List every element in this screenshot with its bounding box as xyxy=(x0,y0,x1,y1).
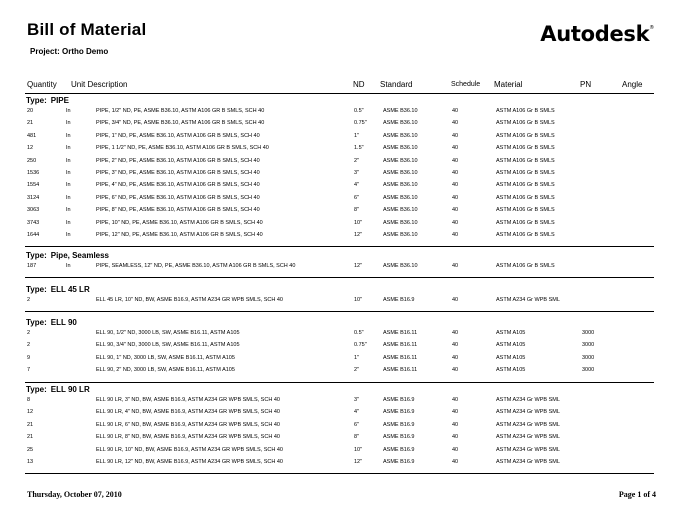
cell-quantity: 2 xyxy=(27,330,31,336)
cell-standard: ASME B36.10 xyxy=(383,120,418,127)
cell-nd: 10" xyxy=(354,219,363,226)
section-type-title xyxy=(26,318,77,327)
cell-schedule: 40 xyxy=(452,354,459,361)
cell-description: ELL 90 LR, 6" ND, BW, ASME B16.9, ASTM A234 GR WPB SMLS, SCH 40 xyxy=(96,421,280,428)
cell-description: PIPE, 10" ND, PE, ASME B36.10, ASTM A106 GR B SMLS, SCH 40 xyxy=(96,219,263,226)
cell-standard: ASME B36.10 xyxy=(383,145,418,152)
cell-nd: 10" xyxy=(354,297,363,303)
cell-standard: ASME B16.9 xyxy=(383,459,415,465)
cell-material: ASTM A106 Gr B SMLS xyxy=(496,194,555,201)
cell-description: PIPE, 3" ND, PE, ASME B36.10, ASTM A106 GR B SMLS, SCH 40 xyxy=(96,170,260,176)
table-row xyxy=(0,341,682,353)
cell-description: ELL 90 LR, 3" ND, BW, ASME B16.9, ASTM A234 GR WPB SMLS, SCH 40 xyxy=(96,397,280,403)
column-material: Material xyxy=(494,80,523,89)
cell-schedule: 40 xyxy=(452,182,459,189)
cell-quantity: 1536 xyxy=(27,170,40,176)
cell-nd: 10" xyxy=(354,446,363,453)
section-type-title xyxy=(26,251,109,260)
table-row xyxy=(0,366,682,378)
table-row xyxy=(0,219,682,231)
cell-unit: In xyxy=(66,170,71,176)
cell-quantity: 21 xyxy=(27,421,34,428)
cell-material: ASTM A106 Gr B SMLS xyxy=(496,132,555,139)
type-label: Type: xyxy=(26,96,47,105)
cell-description: PIPE, 12" ND, PE, ASME B36.10, ASTM A106 GR B SMLS, SCH 40 xyxy=(96,232,263,238)
cell-standard: ASME B36.10 xyxy=(383,132,418,139)
cell-quantity: 187 xyxy=(27,263,37,269)
cell-material: ASTM A105 xyxy=(496,354,526,361)
cell-unit: In xyxy=(66,182,71,189)
section-type-title xyxy=(26,385,90,394)
cell-nd: 2" xyxy=(354,157,360,164)
cell-schedule: 40 xyxy=(452,219,459,226)
cell-material: ASTM A106 Gr B SMLS xyxy=(496,108,555,114)
section-divider xyxy=(25,473,654,474)
table-row xyxy=(0,194,682,206)
cell-description: PIPE, 1/2" ND, PE, ASME B36.10, ASTM A106 GR B SMLS, SCH 40 xyxy=(96,108,265,114)
cell-nd: 6" xyxy=(354,194,360,201)
cell-standard: ASME B36.10 xyxy=(383,219,418,226)
logo-mark: ® xyxy=(649,25,654,31)
table-row xyxy=(0,107,682,119)
project-name: Project: Ortho Demo xyxy=(30,47,109,56)
table-row xyxy=(0,157,682,169)
table-row xyxy=(0,458,682,470)
footer-page-number: Page 1 of 4 xyxy=(618,490,656,499)
cell-nd: 8" xyxy=(354,207,360,214)
cell-unit: In xyxy=(66,157,71,164)
cell-standard: ASME B36.10 xyxy=(383,263,418,269)
type-label: Type: xyxy=(26,251,47,260)
cell-schedule: 40 xyxy=(452,421,459,428)
cell-standard: ASME B16.9 xyxy=(383,297,415,303)
column-header-row xyxy=(0,80,682,91)
cell-quantity: 3063 xyxy=(27,207,40,214)
cell-material: ASTM A234 Gr WPB SML xyxy=(496,297,560,303)
table-row xyxy=(0,119,682,131)
table-row xyxy=(0,231,682,243)
table-row xyxy=(0,433,682,445)
cell-quantity: 2 xyxy=(27,342,31,349)
cell-nd: 12" xyxy=(354,263,363,269)
cell-quantity: 21 xyxy=(27,120,34,127)
cell-description: ELL 90, 1" ND, 3000 LB, SW, ASME B16.11, ASTM A105 xyxy=(96,354,235,361)
table-row xyxy=(0,169,682,181)
cell-nd: 0.75" xyxy=(354,342,367,349)
column-standard: Standard xyxy=(380,80,413,89)
cell-standard: ASME B36.10 xyxy=(383,170,418,176)
cell-description: PIPE, 2" ND, PE, ASME B36.10, ASTM A106 GR B SMLS, SCH 40 xyxy=(96,157,260,164)
cell-quantity: 12 xyxy=(27,145,34,152)
table-row xyxy=(0,262,682,274)
cell-standard: ASME B16.9 xyxy=(383,446,415,453)
cell-description: PIPE, 1" ND, PE, ASME B36.10, ASTM A106 GR B SMLS, SCH 40 xyxy=(96,132,260,139)
cell-material: ASTM A106 Gr B SMLS xyxy=(496,145,555,152)
section-divider xyxy=(25,277,654,278)
type-value: ELL 45 LR xyxy=(50,285,90,294)
cell-quantity: 1644 xyxy=(27,232,40,238)
type-value: Pipe, Seamless xyxy=(50,251,110,260)
section-type-title xyxy=(26,285,90,294)
cell-description: PIPE, 8" ND, PE, ASME B36.10, ASTM A106 GR B SMLS, SCH 40 xyxy=(96,207,260,214)
cell-quantity: 12 xyxy=(27,409,34,416)
table-row xyxy=(0,396,682,408)
cell-material: ASTM A106 Gr B SMLS xyxy=(496,207,555,214)
header-divider xyxy=(25,93,654,94)
cell-quantity: 3124 xyxy=(27,194,40,201)
cell-schedule: 40 xyxy=(452,263,459,269)
cell-pn: 3000 xyxy=(582,330,595,336)
cell-schedule: 40 xyxy=(452,120,459,127)
cell-unit: In xyxy=(66,145,71,152)
cell-unit: In xyxy=(66,219,71,226)
footer-date: Thursday, October 07, 2010 xyxy=(27,490,122,499)
cell-unit: In xyxy=(66,194,71,201)
cell-material: ASTM A106 Gr B SMLS xyxy=(496,157,555,164)
cell-nd: 12" xyxy=(354,232,363,238)
cell-material: ASTM A234 Gr WPB SML xyxy=(496,421,560,428)
cell-schedule: 40 xyxy=(452,170,459,176)
cell-schedule: 40 xyxy=(452,145,459,152)
cell-standard: ASME B36.10 xyxy=(383,232,418,238)
cell-description: PIPE, 1 1/2" ND, PE, ASME B36.10, ASTM A106 GR B SMLS, SCH 40 xyxy=(96,145,269,152)
cell-quantity: 25 xyxy=(27,446,34,453)
cell-description: ELL 90, 3/4" ND, 3000 LB, SW, ASME B16.11, ASTM A105 xyxy=(96,342,240,349)
cell-unit: In xyxy=(66,232,71,238)
cell-schedule: 40 xyxy=(452,330,459,336)
type-value: ELL 90 LR xyxy=(50,385,90,394)
cell-standard: ASME B16.9 xyxy=(383,397,415,403)
cell-schedule: 40 xyxy=(452,342,459,349)
cell-nd: 3" xyxy=(354,397,360,403)
table-row xyxy=(0,421,682,433)
cell-description: ELL 90, 2" ND, 3000 LB, SW, ASME B16.11, ASTM A105 xyxy=(96,367,235,374)
cell-unit: In xyxy=(66,120,71,127)
cell-description: PIPE, 6" ND, PE, ASME B36.10, ASTM A106 GR B SMLS, SCH 40 xyxy=(96,194,260,201)
cell-schedule: 40 xyxy=(452,367,459,374)
type-value: ELL 90 xyxy=(50,318,77,327)
table-row xyxy=(0,408,682,420)
cell-description: ELL 90, 1/2" ND, 3000 LB, SW, ASME B16.11, ASTM A105 xyxy=(96,330,240,336)
cell-description: ELL 45 LR, 10" ND, BW, ASME B16.9, ASTM A234 GR WPB SMLS, SCH 40 xyxy=(96,297,283,303)
cell-description: ELL 90 LR, 10" ND, BW, ASME B16.9, ASTM A234 GR WPB SMLS, SCH 40 xyxy=(96,446,283,453)
cell-standard: ASME B36.10 xyxy=(383,207,418,214)
column-unit-description: Unit Description xyxy=(71,80,128,89)
cell-quantity: 250 xyxy=(27,157,37,164)
cell-material: ASTM A105 xyxy=(496,342,526,349)
cell-nd: 8" xyxy=(354,434,360,441)
cell-schedule: 40 xyxy=(452,194,459,201)
cell-standard: ASME B16.9 xyxy=(383,421,415,428)
cell-material: ASTM A106 Gr B SMLS xyxy=(496,170,555,176)
cell-standard: ASME B36.10 xyxy=(383,182,418,189)
cell-quantity: 9 xyxy=(27,354,31,361)
table-row xyxy=(0,296,682,308)
cell-material: ASTM A105 xyxy=(496,367,526,374)
cell-material: ASTM A234 Gr WPB SML xyxy=(496,446,560,453)
table-row xyxy=(0,132,682,144)
cell-pn: 3000 xyxy=(582,367,595,374)
cell-standard: ASME B16.11 xyxy=(383,354,418,361)
cell-schedule: 40 xyxy=(452,397,459,403)
cell-material: ASTM A234 Gr WPB SML xyxy=(496,434,560,441)
cell-material: ASTM A234 Gr WPB SML xyxy=(496,459,560,465)
cell-schedule: 40 xyxy=(452,434,459,441)
cell-schedule: 40 xyxy=(452,459,459,465)
cell-quantity: 20 xyxy=(27,108,34,114)
cell-unit: In xyxy=(66,108,71,114)
section-divider xyxy=(25,246,654,247)
cell-pn: 3000 xyxy=(582,354,595,361)
cell-unit: In xyxy=(66,207,71,214)
cell-standard: ASME B16.9 xyxy=(383,409,415,416)
cell-nd: 2" xyxy=(354,367,360,374)
logo-text: Autodesk xyxy=(540,22,650,46)
cell-material: ASTM A106 Gr B SMLS xyxy=(496,263,555,269)
table-row xyxy=(0,181,682,193)
cell-unit: In xyxy=(66,263,71,269)
cell-schedule: 40 xyxy=(452,108,459,114)
report-title: Bill of Material xyxy=(27,20,147,39)
cell-nd: 1.5" xyxy=(354,145,364,152)
type-label: Type: xyxy=(26,285,47,294)
cell-pn: 3000 xyxy=(582,342,595,349)
cell-material: ASTM A106 Gr B SMLS xyxy=(496,182,555,189)
cell-nd: 0.5" xyxy=(354,108,364,114)
cell-material: ASTM A234 Gr WPB SML xyxy=(496,409,560,416)
cell-description: ELL 90 LR, 12" ND, BW, ASME B16.9, ASTM A234 GR WPB SMLS, SCH 40 xyxy=(96,459,283,465)
column-schedule: Schedule xyxy=(451,81,481,88)
cell-schedule: 40 xyxy=(452,409,459,416)
cell-quantity: 21 xyxy=(27,434,34,441)
cell-nd: 4" xyxy=(354,409,360,416)
table-row xyxy=(0,446,682,458)
column-quantity: Quantity xyxy=(27,80,57,89)
cell-description: PIPE, 4" ND, PE, ASME B36.10, ASTM A106 GR B SMLS, SCH 40 xyxy=(96,182,260,189)
cell-unit: In xyxy=(66,132,71,139)
cell-nd: 12" xyxy=(354,459,363,465)
cell-schedule: 40 xyxy=(452,446,459,453)
table-row xyxy=(0,206,682,218)
cell-description: PIPE, 3/4" ND, PE, ASME B36.10, ASTM A106 GR B SMLS, SCH 40 xyxy=(96,120,265,127)
cell-nd: 0.5" xyxy=(354,330,364,336)
cell-schedule: 40 xyxy=(452,207,459,214)
cell-quantity: 2 xyxy=(27,297,31,303)
cell-schedule: 40 xyxy=(452,232,459,238)
cell-nd: 0.75" xyxy=(354,120,367,127)
cell-schedule: 40 xyxy=(452,132,459,139)
type-label: Type: xyxy=(26,385,47,394)
cell-standard: ASME B36.10 xyxy=(383,108,418,114)
type-label: Type: xyxy=(26,318,47,327)
cell-quantity: 13 xyxy=(27,459,34,465)
cell-description: ELL 90 LR, 8" ND, BW, ASME B16.9, ASTM A234 GR WPB SMLS, SCH 40 xyxy=(96,434,280,441)
cell-schedule: 40 xyxy=(452,157,459,164)
section-type-title xyxy=(26,96,69,105)
autodesk-logo xyxy=(540,22,654,46)
cell-nd: 1" xyxy=(354,354,360,361)
column-pn: PN xyxy=(580,80,592,89)
cell-material: ASTM A106 Gr B SMLS xyxy=(496,120,555,127)
cell-standard: ASME B36.10 xyxy=(383,194,418,201)
table-row xyxy=(0,354,682,366)
section-divider xyxy=(25,382,654,383)
section-divider xyxy=(25,311,654,312)
cell-material: ASTM A106 Gr B SMLS xyxy=(496,219,555,226)
cell-quantity: 481 xyxy=(27,132,37,139)
cell-quantity: 1554 xyxy=(27,182,40,189)
cell-nd: 1" xyxy=(354,132,360,139)
cell-standard: ASME B16.11 xyxy=(383,342,418,349)
cell-description: ELL 90 LR, 4" ND, BW, ASME B16.9, ASTM A234 GR WPB SMLS, SCH 40 xyxy=(96,409,280,416)
cell-nd: 6" xyxy=(354,421,360,428)
cell-nd: 4" xyxy=(354,182,360,189)
cell-quantity: 7 xyxy=(27,367,31,374)
cell-standard: ASME B16.11 xyxy=(383,367,418,374)
cell-material: ASTM A234 Gr WPB SML xyxy=(496,397,560,403)
table-row xyxy=(0,144,682,156)
type-value: PIPE xyxy=(50,96,69,105)
cell-description: PIPE, SEAMLESS, 12" ND, PE, ASME B36.10, ASTM A106 GR B SMLS, SCH 40 xyxy=(96,263,296,269)
cell-standard: ASME B16.9 xyxy=(383,434,415,441)
cell-material: ASTM A105 xyxy=(496,330,526,336)
cell-standard: ASME B16.11 xyxy=(383,330,418,336)
cell-nd: 3" xyxy=(354,170,360,176)
cell-quantity: 3743 xyxy=(27,219,40,226)
cell-quantity: 8 xyxy=(27,397,31,403)
cell-schedule: 40 xyxy=(452,297,459,303)
column-angle: Angle xyxy=(622,80,643,89)
cell-material: ASTM A106 Gr B SMLS xyxy=(496,232,555,238)
cell-standard: ASME B36.10 xyxy=(383,157,418,164)
column-nd: ND xyxy=(353,80,365,89)
table-row xyxy=(0,329,682,341)
